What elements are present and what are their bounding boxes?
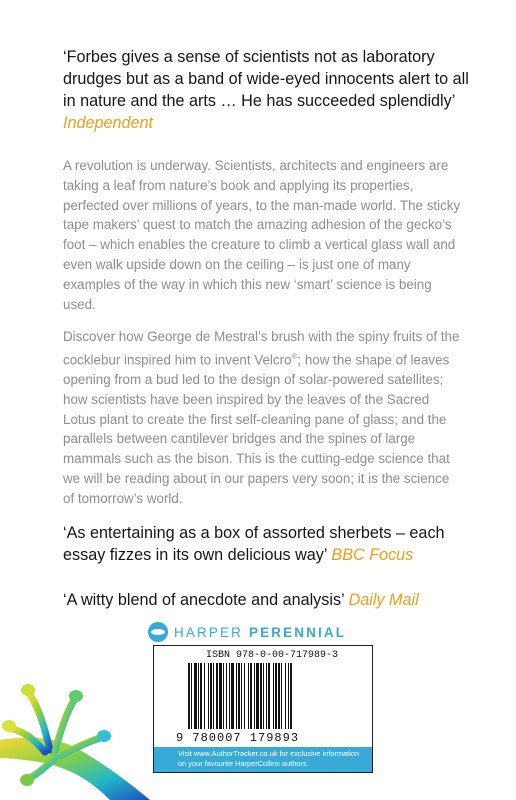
publisher-logo <box>148 621 346 643</box>
blurb-text-end: ; how the shape of leaves opening from a bud led to the design of solar-powered satellites; how scientists have been inspired by the leaves of the Sacred Lotus plant to create the first self-cleaning pane of glass; and the parallels between cantilever bridges and the spines of large mammals such as the bison. This is the cutting-edge science that we will be reading about in our papers very soon; it is the science of tomorrow’s world. <box>63 352 450 506</box>
quote-source: BBC Focus <box>331 546 414 564</box>
quote-source: Daily Mail <box>348 591 419 609</box>
barcode-panel <box>153 645 373 773</box>
review-quote-independent <box>63 46 483 134</box>
blurb-text-start: Discover how George de Mestral’s brush with the spiny fruits of the cocklebur inspired him to invent Velcro <box>63 329 460 368</box>
registered-mark: ® <box>291 351 298 361</box>
blurb-text: A revolution is underway. Scientists, architects and engineers are taking a leaf from nature’s book and applying its properties, perfected over millions of years, to the man-made world. The sticky tape makers’ quest to match the amazing adhesion of the gecko’s foot – which enables the creature to climb a vertical glass wall and even walk upside down on the ceiling – is just one of many examples of the way in which this new ‘smart’ science is being used. <box>63 158 461 312</box>
quote-text: ‘A witty blend of anecdote and analysis’ <box>63 591 345 609</box>
review-quote-bbc-focus <box>63 522 483 566</box>
authortracker-notice: Visit www.AuthorTracker.co.uk for exclusive information on your favourite HarperCollins authors. <box>154 747 372 772</box>
quote-source: Independent <box>63 114 154 132</box>
blurb-paragraph-2 <box>63 327 463 509</box>
blurb-paragraph-1 <box>63 156 463 314</box>
publisher-name: HARPER PERENNIAL <box>174 624 347 640</box>
quote-text: ‘As entertaining as a box of assorted sherbets – each essay fizzes in its own delicious way’ <box>63 524 445 564</box>
gecko-foot-image <box>0 640 150 800</box>
quote-text: ‘Forbes gives a sense of scientists not as laboratory drudges but as a band of wide-eyed innocents alert to all in nature and the arts … He has succeeded splendidly’ <box>63 48 469 110</box>
isbn-number: ISBN 978-0-00-717989-3 <box>206 650 339 661</box>
barcode-icon <box>186 663 336 731</box>
ean-number: 9 780007 179893 <box>176 731 300 745</box>
review-quote-daily-mail <box>63 589 483 611</box>
harper-perennial-icon <box>148 622 168 642</box>
